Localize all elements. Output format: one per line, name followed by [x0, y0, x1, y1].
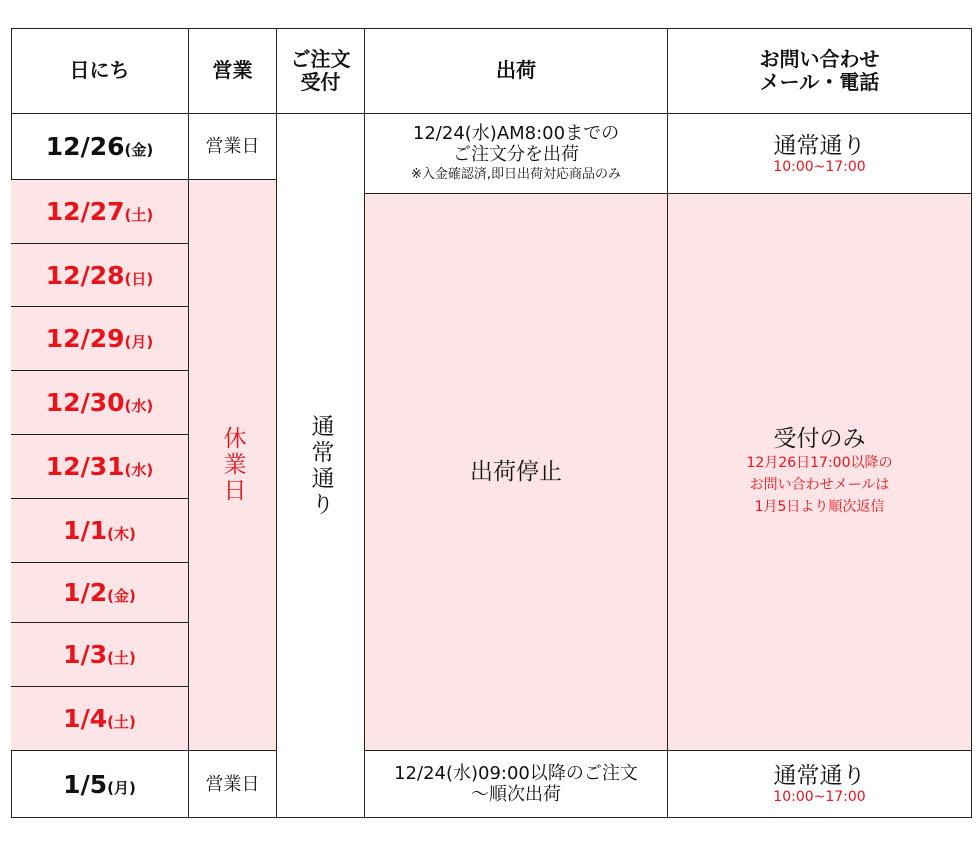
shipping-last	[365, 751, 668, 818]
date-cell	[11, 371, 189, 435]
contact-mid-note-2: お問い合わせメールは	[749, 477, 890, 493]
date-cell	[11, 563, 189, 623]
shipping-last-line1: 12/24(水)09:00以降のご注文	[394, 763, 638, 784]
contact-reception-only	[668, 194, 972, 751]
holiday-schedule-table	[11, 28, 972, 818]
order-status-label: 通常通り	[307, 413, 334, 518]
header-contact-line1: お問い合わせ	[759, 46, 880, 71]
date-day: 1/2	[63, 578, 108, 607]
header-date-label: 日にち	[69, 58, 130, 82]
contact-last-hours: 10:00~17:00	[773, 789, 866, 805]
shipping-first	[365, 114, 668, 194]
header-order-line1: ご注文	[290, 46, 351, 71]
date-cell	[11, 623, 189, 687]
date-day: 12/27	[45, 197, 125, 226]
header-order	[277, 28, 365, 114]
contact-mid-status: 受付のみ	[773, 426, 866, 452]
date-cell	[11, 307, 189, 371]
date-day: 12/30	[45, 388, 125, 417]
header-contact-line2: メール・電話	[759, 69, 880, 94]
date-cell	[11, 244, 189, 307]
date-day: 12/31	[45, 452, 125, 481]
date-weekday: (金)	[107, 587, 136, 605]
date-day: 1/3	[63, 640, 108, 669]
contact-first	[668, 114, 972, 194]
date-cell	[11, 180, 189, 244]
date-day: 12/29	[45, 324, 125, 353]
date-cell	[11, 687, 189, 751]
shipping-last-line2: ～順次出荷	[471, 784, 561, 805]
shipping-stopped	[365, 194, 668, 751]
order-status	[277, 114, 365, 818]
header-business-label: 営業	[212, 58, 253, 82]
date-weekday: (金)	[124, 141, 154, 159]
date-weekday: (土)	[107, 713, 136, 731]
header-business	[189, 28, 277, 114]
date-weekday: (月)	[107, 778, 136, 797]
date-day: 1/1	[63, 516, 108, 545]
date-day: 1/5	[63, 769, 108, 799]
business-open-label: 営業日	[205, 136, 260, 157]
header-order-line2: 受付	[300, 69, 341, 94]
header-date	[11, 28, 189, 114]
date-cell	[11, 499, 189, 563]
business-open-last	[189, 751, 277, 818]
date-weekday: (木)	[107, 525, 136, 543]
business-open-label: 営業日	[205, 773, 260, 795]
shipping-first-note: ※入金確認済,即日出荷対応商品のみ	[410, 167, 622, 182]
date-cell	[11, 435, 189, 499]
contact-mid-note-1: 12月26日17:00以降の	[746, 455, 893, 471]
date-weekday: (月)	[124, 333, 154, 351]
contact-last	[668, 751, 972, 818]
date-cell	[11, 114, 189, 180]
header-contact	[668, 28, 972, 114]
date-cell	[11, 751, 189, 818]
contact-first-hours: 10:00~17:00	[773, 158, 866, 175]
contact-last-status: 通常通り	[773, 763, 866, 789]
shipping-first-line1: 12/24(水)AM8:00までの	[412, 123, 620, 144]
shipping-stopped-label: 出荷停止	[470, 459, 562, 485]
date-day: 12/28	[45, 260, 125, 290]
date-weekday: (土)	[124, 206, 154, 224]
contact-mid-note-3: 1月5日より順次返信	[754, 499, 885, 515]
date-weekday: (土)	[107, 649, 136, 667]
date-weekday: (水)	[124, 461, 154, 479]
date-weekday: (水)	[124, 397, 154, 415]
business-open-first	[189, 114, 277, 180]
business-closed-label: 休業日	[219, 426, 246, 504]
date-day: 1/4	[63, 704, 108, 733]
contact-first-status: 通常通り	[773, 132, 866, 159]
date-day: 12/26	[45, 132, 125, 161]
shipping-first-line2: ご注文分を出荷	[453, 144, 579, 165]
header-shipping	[365, 28, 668, 114]
header-shipping-label: 出荷	[496, 58, 536, 82]
business-closed	[189, 180, 277, 751]
date-weekday: (日)	[124, 269, 154, 288]
